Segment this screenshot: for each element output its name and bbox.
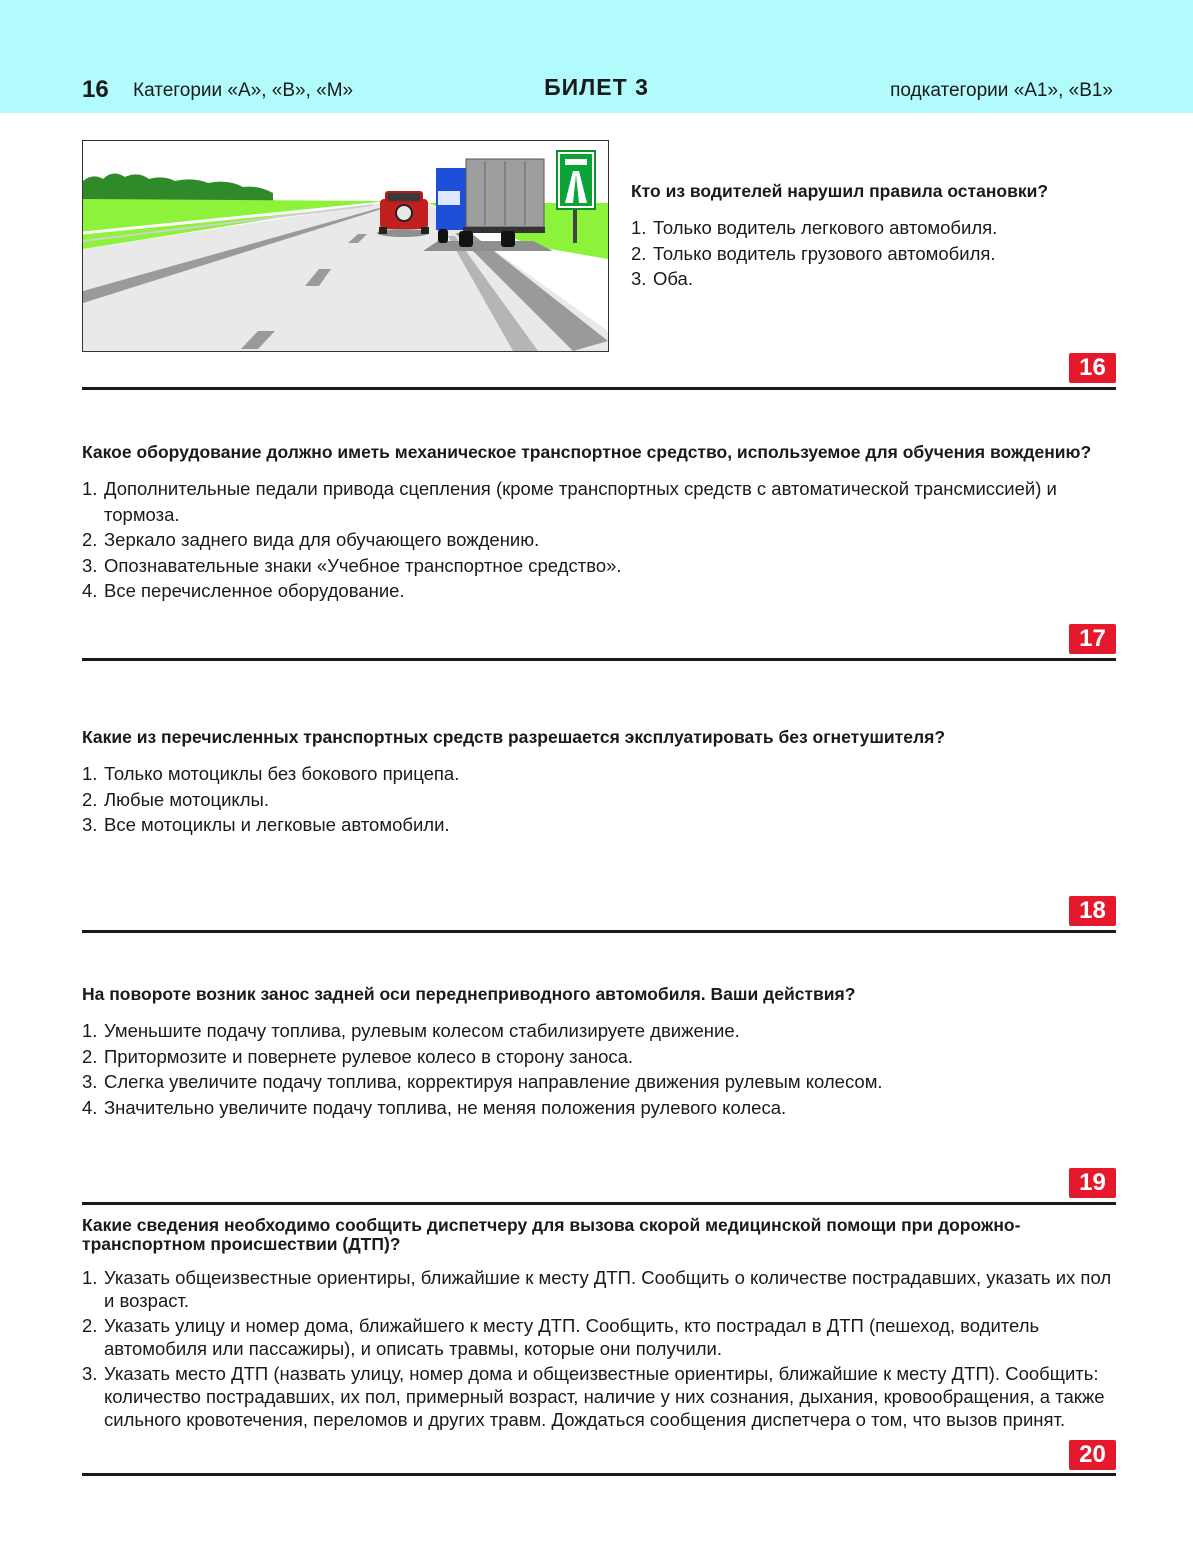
question-17 [82,443,1116,604]
question-16 [631,182,1116,292]
question-number-badge: 17 [1069,624,1116,654]
answer-option[interactable]: 1. Дополнительные педали привода сцепления (кроме транспортных средств с автоматической трансмиссией) и тормоза. [82,478,1057,525]
question-text: Кто из водителей нарушил правила остановки? [631,181,1049,201]
answer-option[interactable]: 2. Любые мотоциклы. [82,788,269,810]
question-text: Какие сведения необходимо сообщить диспетчеру для вызова скорой медицинской помощи при дорожно-транспортном происшествии (ДТП)? [82,1215,1021,1254]
answer-option[interactable]: 2. Только водитель грузового автомобиля. [631,242,996,264]
page-number: 16 [82,76,109,103]
question-text: Какое оборудование должно иметь механическое транспортное средство, используемое для обучения вождению? [82,442,1092,462]
answer-list [82,476,1116,604]
question-18 [82,728,1116,838]
question-19 [82,985,1116,1120]
question-number-badge: 18 [1069,896,1116,926]
answer-option[interactable]: 1. Только мотоциклы без бокового прицепа. [82,763,460,784]
answer-option[interactable]: 1. Указать общеизвестные ориентиры, ближайшие к месту ДТП. Сообщить о количестве пострадавших, указать их пол и возраст. [82,1267,1112,1311]
divider [82,1202,1116,1205]
answer-list [82,1018,1116,1120]
answer-list [631,215,1116,292]
answer-option[interactable]: 3. Опознавательные знаки «Учебное транспортное средство». [82,554,622,576]
answer-option[interactable]: 3. Слегка увеличите подачу топлива, корректируя направление движения рулевым колесом. [82,1071,883,1092]
answer-option[interactable]: 2. Указать улицу и номер дома, ближайшего к месту ДТП. Сообщить, кто пострадал в ДТП (пешеход, водитель автомобиля или пассажиры), и описать травмы, которые они получили. [82,1315,1040,1359]
categories-right: подкатегории «A1», «B1» [890,80,1113,101]
answer-option[interactable]: 4. Все перечисленное оборудование. [82,580,405,601]
motorway-stop-scene [83,141,608,351]
answer-option[interactable]: 3. Оба. [631,268,693,289]
answer-option[interactable]: 2. Притормозите и повернете рулевое колесо в сторону заноса. [82,1045,634,1067]
question-number-badge: 16 [1069,353,1116,383]
divider [82,387,1116,390]
divider [82,658,1116,661]
answer-list [82,1266,1116,1431]
divider [82,930,1116,933]
categories-left: Категории «A», «B», «M» [133,80,354,101]
question-20 [82,1216,1116,1433]
answer-option[interactable]: 3. Все мотоциклы и легковые автомобили. [82,814,450,835]
question-number-badge: 19 [1069,1168,1116,1198]
question-text: На повороте возник занос задней оси переднеприводного автомобиля. Ваши действия? [82,984,856,1004]
question-text: Какие из перечисленных транспортных средств разрешается эксплуатировать без огнетушителя? [82,727,946,747]
answer-option[interactable]: 1. Уменьшите подачу топлива, рулевым колесом стабилизируете движение. [82,1020,740,1041]
divider [82,1473,1116,1476]
question-number-badge: 20 [1069,1440,1116,1470]
answer-option[interactable]: 1. Только водитель легкового автомобиля. [631,217,998,238]
ticket-title: БИЛЕТ 3 [544,74,649,100]
answer-list [82,761,1116,838]
page-header [0,0,1193,113]
car [379,191,429,234]
answer-option[interactable]: 2. Зеркало заднего вида для обучающего вождению. [82,529,540,550]
road-scene-illustration [82,140,609,352]
answer-option[interactable]: 4. Значительно увеличите подачу топлива, не меняя положения рулевого колеса. [82,1096,787,1118]
answer-option[interactable]: 3. Указать место ДТП (назвать улицу, номер дома и общеизвестные ориентиры, ближайшие к месту ДТП). Сообщить: количество пострадавших, их пол, примерный возраст, наличие у них сознания, дыхания, кровообращения, а также сильного кровотечения, переломов и других травм. Дождаться сообщения диспетчера о том, что вызов принят. [82,1363,1105,1430]
